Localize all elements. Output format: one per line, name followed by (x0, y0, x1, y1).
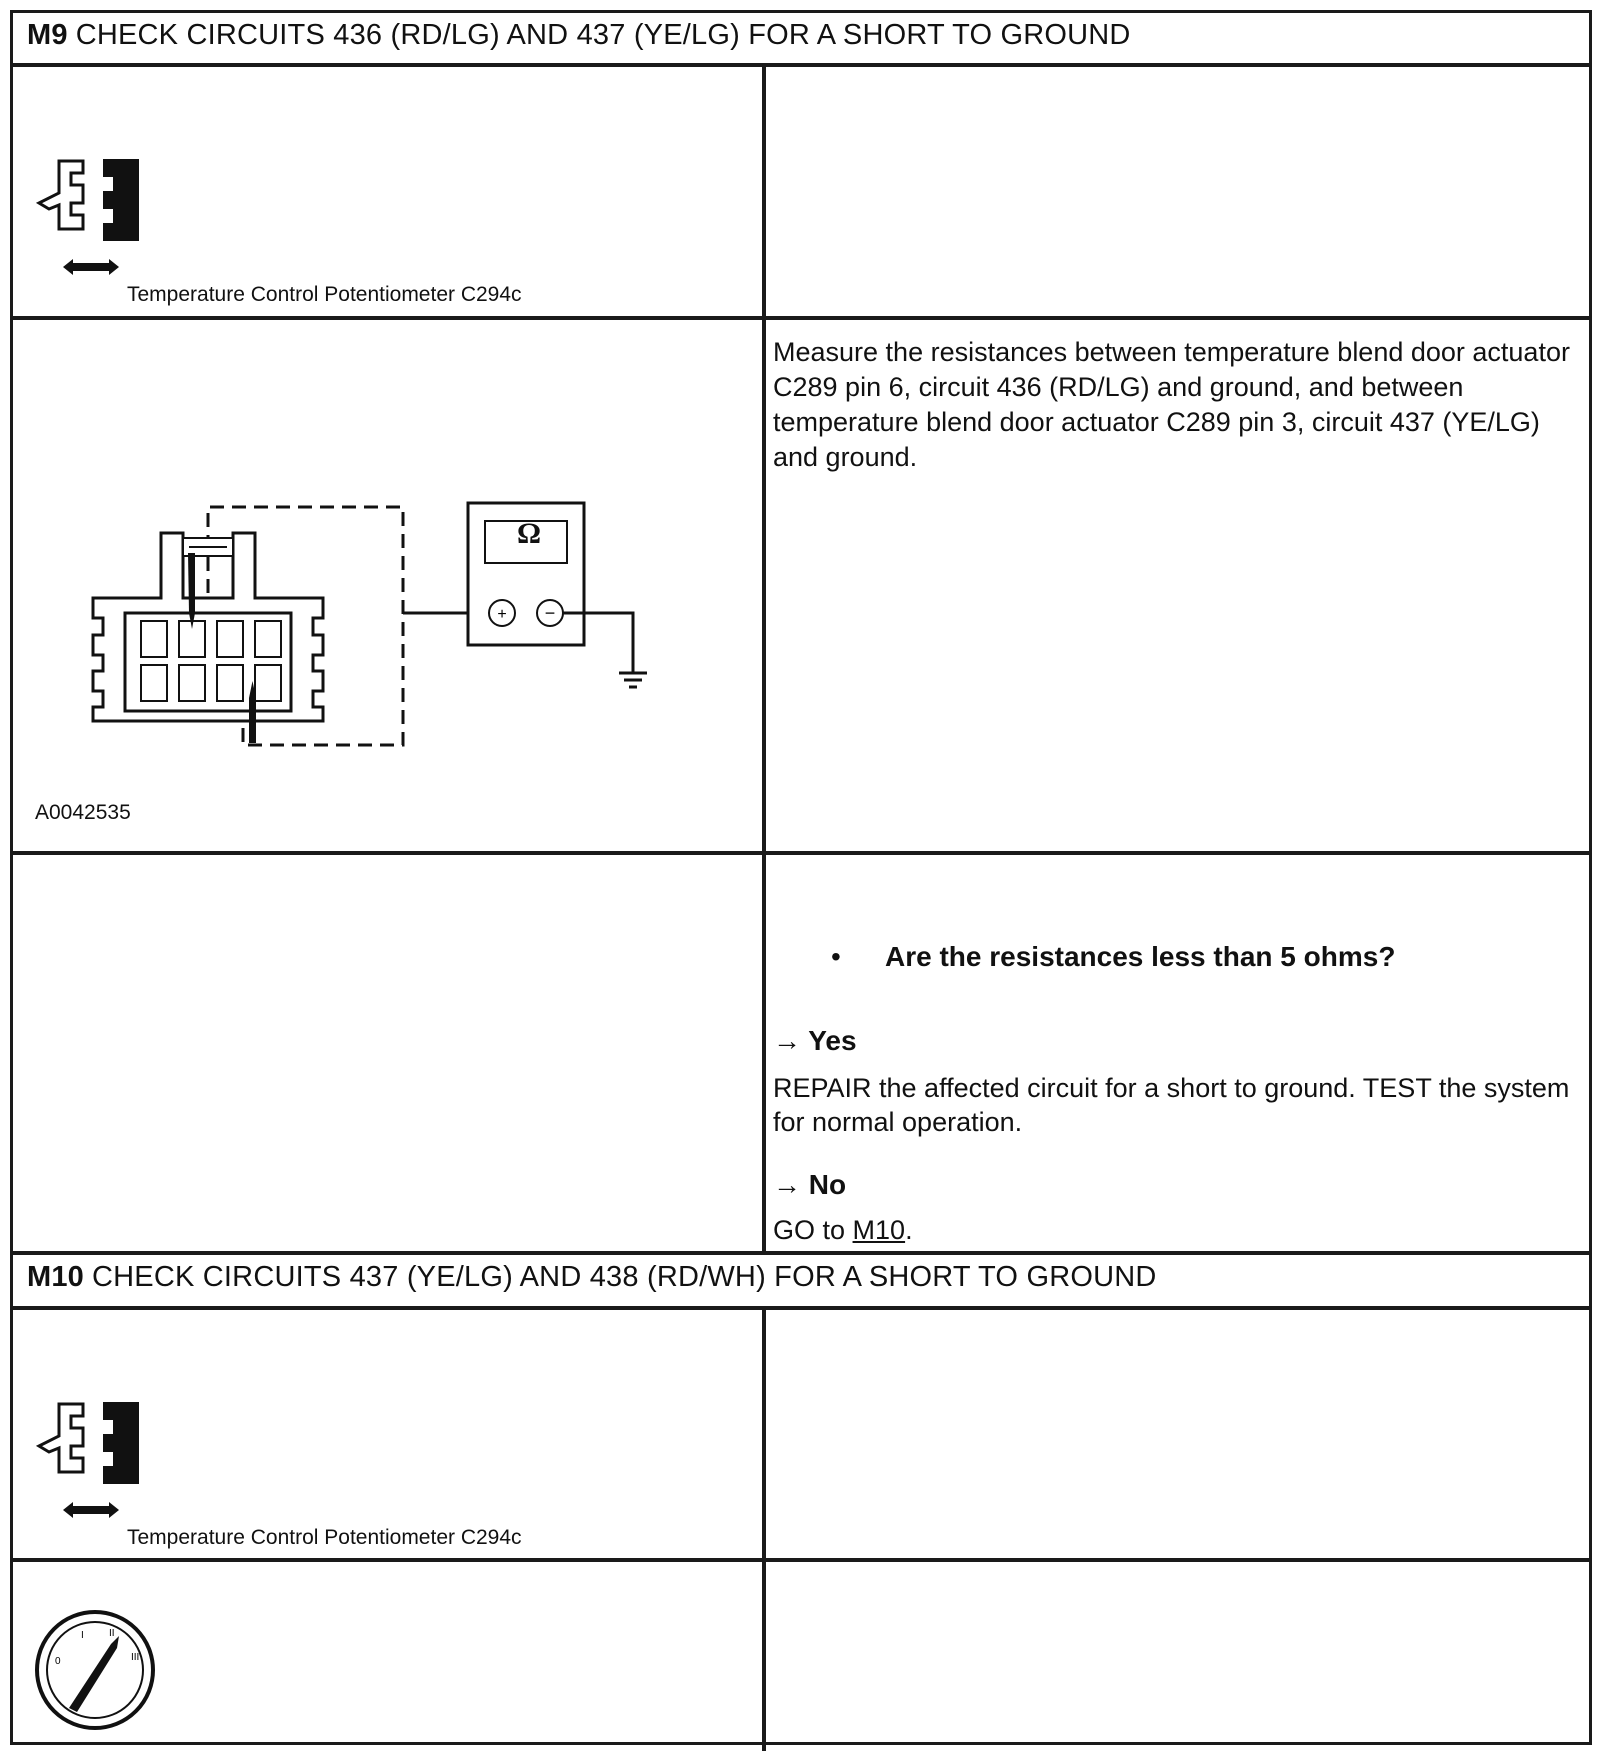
connector-caption: Temperature Control Potentiometer C294c (127, 1526, 522, 1549)
svg-text:I: I (81, 1630, 84, 1641)
connector-caption: Temperature Control Potentiometer C294c (127, 283, 522, 306)
plus-terminal-icon: + (497, 606, 507, 623)
column-divider (762, 1306, 766, 1751)
diagnostic-table (10, 10, 1592, 1745)
minus-terminal-icon: − (544, 603, 556, 623)
yes-answer-text: REPAIR the affected circuit for a short to ground. TEST the system for normal operation. (773, 1073, 1570, 1137)
yes-label: Yes (808, 1025, 857, 1056)
m9-step-title: CHECK CIRCUITS 436 (RD/LG) AND 437 (YE/LG) FOR A SHORT TO GROUND (75, 19, 1131, 51)
yes-answer-heading (773, 1025, 857, 1057)
divider (13, 1558, 1589, 1562)
no-suffix: . (905, 1215, 913, 1245)
m9-step-header (27, 19, 1131, 52)
bullet-icon: • (831, 941, 841, 972)
instruction-text: Measure the resistances between temperature blend door actuator C289 pin 6, circuit 436 (RD/LG) and ground, and between temperature blend door actuator C289 pin 3, circuit 437 (YE/LG) and ground. (773, 337, 1570, 472)
question-text: Are the resistances less than 5 ohms? (885, 941, 1396, 972)
divider (13, 63, 1589, 67)
divider (13, 1251, 1589, 1255)
column-divider (762, 63, 766, 1251)
m10-step-header (27, 1261, 1157, 1294)
ignition-switch-icon (33, 1608, 157, 1732)
no-label: No (808, 1169, 847, 1200)
svg-text:0: 0 (55, 1656, 61, 1667)
no-answer-text (773, 1213, 1588, 1247)
divider (13, 1306, 1589, 1310)
figure-id: A0042535 (35, 801, 131, 824)
disconnect-connector-icon (31, 1392, 161, 1522)
m10-step-id: M10 (27, 1261, 85, 1293)
disconnect-connector-icon (31, 149, 161, 279)
svg-text:III: III (131, 1652, 140, 1663)
m10-step-title: CHECK CIRCUITS 437 (YE/LG) AND 438 (RD/WH) FOR A SHORT TO GROUND (92, 1261, 1157, 1293)
no-prefix: GO to (773, 1215, 846, 1245)
m9-step-id: M9 (27, 19, 68, 51)
m10-link[interactable]: M10 (852, 1215, 906, 1245)
svg-text:II: II (109, 1628, 115, 1639)
ohm-symbol: Ω (516, 517, 542, 550)
ohmmeter-circuit-diagram (83, 493, 673, 763)
divider (13, 316, 1589, 320)
no-answer-heading (773, 1169, 846, 1201)
arrow-icon: → (773, 1025, 801, 1056)
arrow-icon: → (773, 1169, 801, 1200)
divider (13, 851, 1589, 855)
